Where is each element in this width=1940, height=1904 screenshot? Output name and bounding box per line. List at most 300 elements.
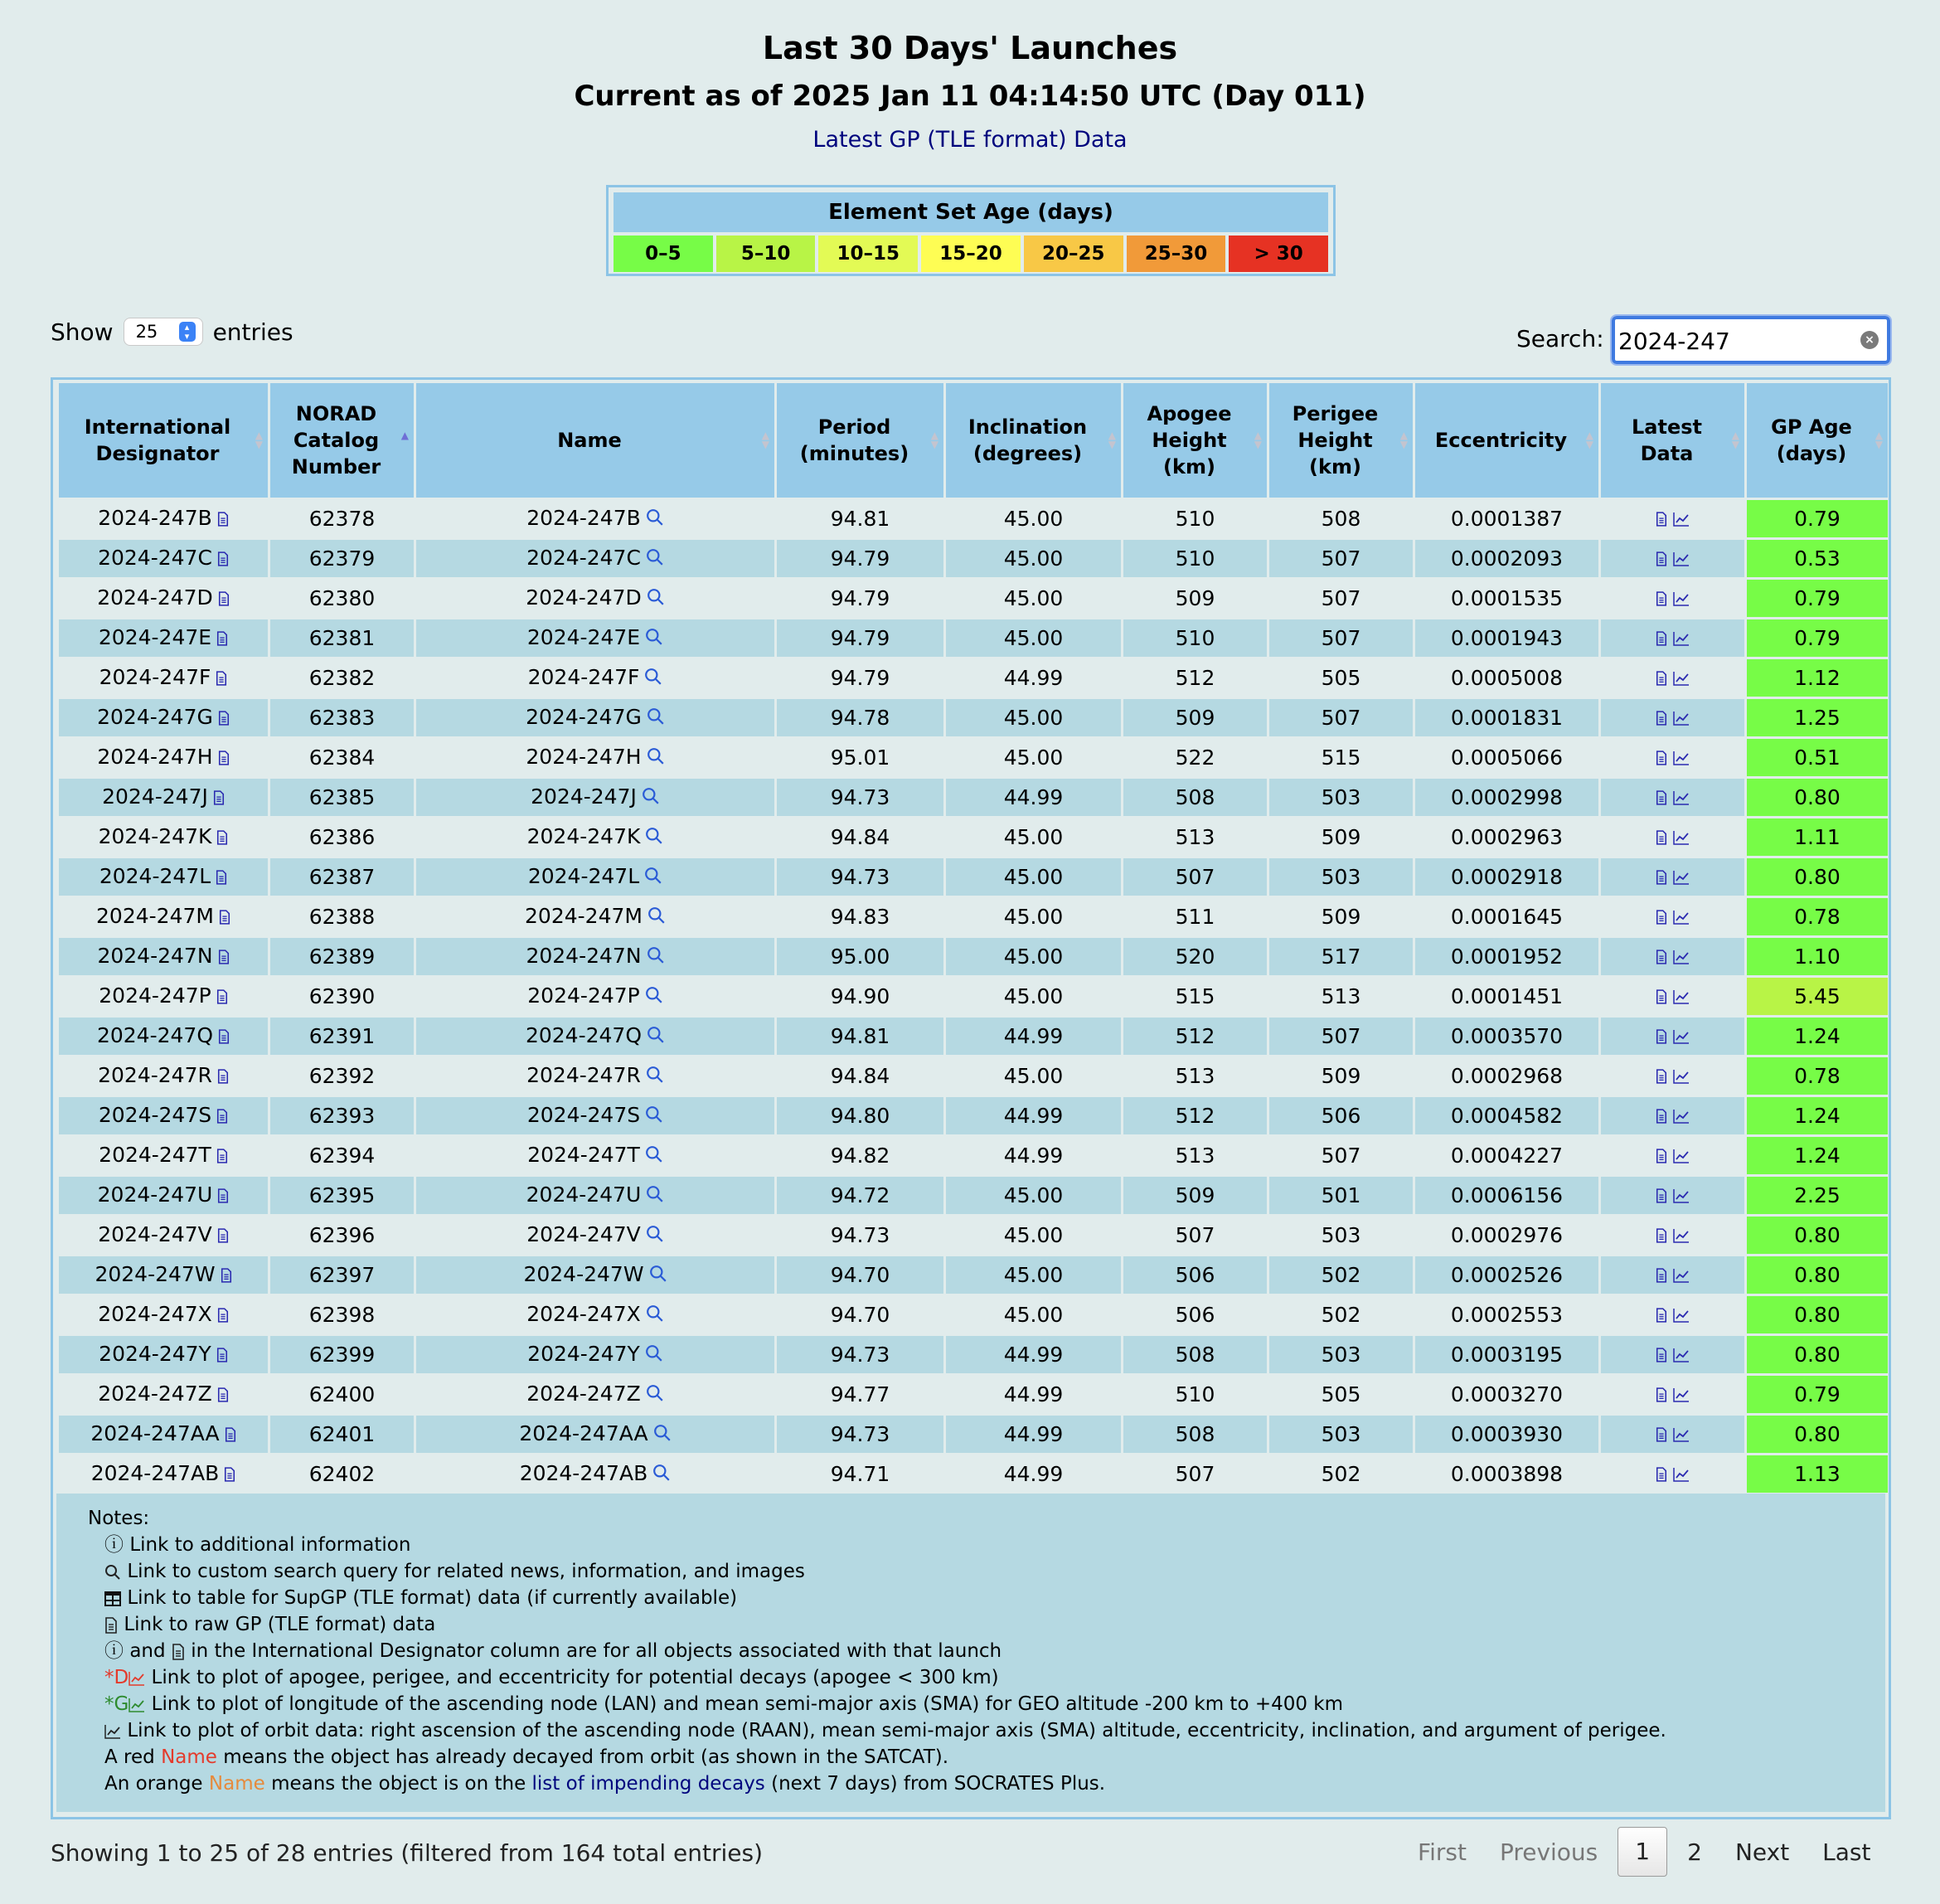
column-header-intl-designator[interactable] — [59, 383, 268, 500]
norad-cell — [270, 1455, 414, 1495]
period-cell — [777, 1256, 943, 1296]
gp-age-cell — [1747, 858, 1888, 898]
orbit-plot-icon[interactable] — [1672, 1184, 1690, 1208]
raw-data-doc-icon[interactable] — [218, 746, 230, 770]
name-cell — [416, 978, 774, 1018]
orbit-plot-icon[interactable] — [1672, 1383, 1690, 1407]
document-icon — [104, 1617, 118, 1634]
eccentricity-value: 0.0001831 — [1450, 706, 1564, 730]
intl-designator: 2024-247Q — [96, 1023, 214, 1048]
search-query-icon[interactable] — [642, 786, 660, 810]
gp-age-value: 0.51 — [1794, 746, 1841, 770]
previous-page-button[interactable]: Previous — [1499, 1838, 1598, 1866]
period-cell — [777, 1296, 943, 1336]
name-cell — [416, 540, 774, 580]
eccentricity-value: 0.0002553 — [1450, 1303, 1564, 1327]
search-query-icon[interactable] — [645, 1105, 663, 1129]
column-header-norad-number[interactable] — [270, 383, 414, 500]
period-value: 94.70 — [830, 1263, 890, 1287]
intl-designator: 2024-247E — [98, 625, 212, 650]
orbit-plot-icon[interactable] — [1672, 1264, 1690, 1288]
column-header-label: Perigee Height (km) — [1292, 402, 1379, 478]
norad-cell — [270, 1177, 414, 1217]
norad-number: 62397 — [308, 1263, 376, 1287]
orbit-plot-icon[interactable] — [1672, 906, 1690, 930]
search-query-icon[interactable] — [644, 667, 662, 691]
column-header-label: Inclination (degrees) — [968, 415, 1088, 465]
table-frame — [51, 377, 1891, 1819]
orbit-plot-icon[interactable] — [1672, 1463, 1690, 1487]
tle-doc-icon[interactable] — [1656, 1463, 1667, 1487]
intl-designator: 2024-247L — [99, 864, 211, 889]
note-info — [88, 1532, 1885, 1558]
name-cell — [416, 1018, 774, 1057]
tle-doc-icon[interactable] — [1656, 1144, 1667, 1168]
name-cell — [416, 739, 774, 779]
tle-doc-icon[interactable] — [1656, 1224, 1667, 1248]
tle-doc-icon[interactable] — [1656, 1065, 1667, 1089]
intl-designator-cell — [59, 1336, 268, 1376]
raw-data-doc-icon[interactable] — [224, 1463, 235, 1487]
raw-data-doc-icon[interactable] — [217, 1383, 229, 1407]
intl-designator-cell — [59, 938, 268, 978]
apogee-value: 513 — [1175, 1144, 1215, 1168]
norad-cell — [270, 659, 414, 699]
entries-value: 25 — [135, 322, 158, 342]
orbit-plot-icon[interactable] — [1672, 1025, 1690, 1049]
gp-age-value: 2.25 — [1794, 1183, 1841, 1207]
period-value: 95.00 — [830, 945, 890, 969]
raw-data-doc-icon[interactable] — [216, 627, 228, 651]
note-orbit-text: Link to plot of orbit data: right ascension of the ascending node (RAAN), mean semi-major axis (SMA) altitude, eccentricity, inclination, and argument of perigee. — [127, 1720, 1666, 1741]
sort-arrows-icon: ▲ ▼ — [930, 430, 938, 450]
note-orange-name — [88, 1770, 1885, 1797]
tle-doc-icon[interactable] — [1656, 1383, 1667, 1407]
perigee-cell — [1269, 1018, 1413, 1057]
apogee-cell — [1123, 978, 1267, 1018]
raw-data-doc-icon[interactable] — [217, 1184, 229, 1208]
eccentricity-cell — [1415, 1376, 1598, 1416]
orbit-plot-icon[interactable] — [1672, 746, 1690, 770]
table-row — [59, 1137, 1888, 1177]
apogee-value: 506 — [1175, 1263, 1215, 1287]
inclination-cell — [946, 1256, 1121, 1296]
column-header-label: Period (minutes) — [799, 415, 909, 465]
intl-designator-cell — [59, 1217, 268, 1256]
orbit-plot-icon[interactable] — [1672, 1144, 1690, 1168]
intl-designator: 2024-247T — [99, 1143, 211, 1168]
intl-designator: 2024-247Y — [99, 1342, 211, 1367]
gp-age-value: 0.80 — [1794, 1303, 1841, 1327]
tle-doc-icon[interactable] — [1656, 1264, 1667, 1288]
tle-doc-icon[interactable] — [1656, 1423, 1667, 1447]
search-query-icon[interactable] — [645, 1343, 663, 1367]
gp-age-value: 1.24 — [1794, 1144, 1841, 1168]
search-query-icon[interactable] — [645, 985, 663, 1009]
gp-age-value: 5.45 — [1794, 984, 1841, 1008]
latest-data-cell — [1601, 779, 1744, 818]
gp-age-value: 0.79 — [1794, 626, 1841, 650]
tle-doc-icon[interactable] — [1656, 786, 1667, 810]
column-header-label: Name — [557, 429, 622, 452]
period-cell — [777, 1097, 943, 1137]
column-header-gp-age[interactable] — [1747, 383, 1888, 500]
note-geo — [88, 1691, 1885, 1717]
raw-data-doc-icon[interactable] — [216, 1144, 228, 1168]
gp-age-cell — [1747, 1177, 1888, 1217]
object-name: 2024-247B — [526, 506, 641, 531]
intl-designator-cell — [59, 818, 268, 858]
orbit-plot-icon[interactable] — [1672, 707, 1690, 731]
search-query-icon[interactable] — [647, 945, 665, 969]
tle-doc-icon[interactable] — [1656, 1184, 1667, 1208]
norad-number: 62395 — [308, 1183, 376, 1207]
tle-doc-icon[interactable] — [1656, 906, 1667, 930]
orbit-plot-icon[interactable] — [1672, 1304, 1690, 1328]
latest-data-cell — [1601, 898, 1744, 938]
latest-data-cell — [1601, 858, 1744, 898]
norad-cell — [270, 580, 414, 619]
orange-name-sample: Name — [208, 1773, 265, 1795]
inclination-cell — [946, 1455, 1121, 1495]
tle-doc-icon[interactable] — [1656, 866, 1667, 890]
orbit-plot-icon[interactable] — [1672, 547, 1690, 571]
page-title: Last 30 Days' Launches — [762, 30, 1178, 66]
period-cell — [777, 978, 943, 1018]
perigee-value: 502 — [1321, 1303, 1361, 1327]
eccentricity-value: 0.0001952 — [1450, 945, 1564, 969]
tle-doc-icon[interactable] — [1656, 1025, 1667, 1049]
raw-data-doc-icon[interactable] — [216, 866, 227, 890]
inclination-cell — [946, 540, 1121, 580]
column-header-eccentricity[interactable] — [1415, 383, 1598, 500]
orbit-plot-icon[interactable] — [1672, 945, 1690, 969]
raw-data-doc-icon[interactable] — [217, 1224, 229, 1248]
latest-data-cell — [1601, 540, 1744, 580]
perigee-cell — [1269, 1376, 1413, 1416]
object-name: 2024-247D — [526, 585, 642, 610]
tle-doc-icon[interactable] — [1656, 826, 1667, 850]
latest-data-cell — [1601, 1336, 1744, 1376]
period-cell — [777, 1336, 943, 1376]
intl-designator: 2024-247AA — [90, 1421, 220, 1446]
raw-data-doc-icon[interactable] — [218, 587, 230, 611]
name-cell — [416, 1097, 774, 1137]
legend-range: 15–20 — [921, 236, 1021, 272]
perigee-value: 507 — [1321, 626, 1361, 650]
column-header-name[interactable] — [416, 383, 774, 500]
impending-decays-link[interactable]: list of impending decays — [531, 1773, 765, 1795]
period-cell — [777, 1416, 943, 1455]
orbit-plot-icon[interactable] — [1672, 1065, 1690, 1089]
eccentricity-cell — [1415, 739, 1598, 779]
perigee-value: 507 — [1321, 1024, 1361, 1048]
perigee-cell — [1269, 739, 1413, 779]
eccentricity-value: 0.0001451 — [1450, 984, 1564, 1008]
inclination-cell — [946, 1296, 1121, 1336]
norad-cell — [270, 1217, 414, 1256]
raw-data-doc-icon[interactable] — [213, 786, 225, 810]
object-name: 2024-247G — [526, 705, 642, 730]
legend-ranges — [614, 236, 1328, 272]
note-red-name — [88, 1744, 1885, 1770]
norad-cell — [270, 1256, 414, 1296]
search-query-icon[interactable] — [647, 707, 665, 731]
norad-number: 62399 — [308, 1343, 376, 1367]
gp-age-value: 1.11 — [1794, 825, 1841, 849]
tle-doc-icon[interactable] — [1656, 746, 1667, 770]
norad-cell — [270, 1057, 414, 1097]
perigee-cell — [1269, 858, 1413, 898]
first-page-button[interactable]: First — [1418, 1838, 1467, 1866]
inclination-cell — [946, 659, 1121, 699]
raw-data-doc-icon[interactable] — [216, 985, 228, 1009]
perigee-cell — [1269, 978, 1413, 1018]
sort-arrows-icon: ▲ ▼ — [255, 430, 263, 450]
search-query-icon[interactable] — [647, 906, 666, 930]
column-header-label: Latest Data — [1632, 415, 1702, 465]
raw-data-doc-icon[interactable] — [218, 707, 230, 731]
page-1-button[interactable]: 1 — [1617, 1827, 1667, 1877]
search-query-icon[interactable] — [645, 1144, 663, 1168]
tle-doc-icon[interactable] — [1656, 667, 1667, 691]
orbit-plot-icon[interactable] — [1672, 1224, 1690, 1248]
object-name: 2024-247F — [527, 665, 640, 690]
period-cell — [777, 619, 943, 659]
gp-age-cell — [1747, 1416, 1888, 1455]
table-row — [59, 699, 1888, 739]
tle-doc-icon[interactable] — [1656, 1343, 1667, 1367]
search-query-icon[interactable] — [646, 1383, 664, 1407]
orbit-plot-icon[interactable] — [1672, 866, 1690, 890]
raw-data-doc-icon[interactable] — [218, 945, 230, 969]
name-cell — [416, 659, 774, 699]
perigee-value: 505 — [1321, 666, 1361, 690]
raw-data-doc-icon[interactable] — [216, 826, 228, 850]
raw-data-doc-icon[interactable] — [216, 1343, 228, 1367]
apogee-cell — [1123, 659, 1267, 699]
sort-arrows-icon: ▲ ▼ — [1585, 430, 1593, 450]
tle-doc-icon[interactable] — [1656, 1105, 1667, 1129]
norad-cell — [270, 818, 414, 858]
period-cell — [777, 1137, 943, 1177]
eccentricity-cell — [1415, 1455, 1598, 1495]
column-header-perigee[interactable] — [1269, 383, 1413, 500]
period-value: 94.90 — [830, 984, 890, 1008]
last-page-button[interactable]: Last — [1822, 1838, 1871, 1866]
apogee-value: 515 — [1175, 984, 1215, 1008]
gp-age-value: 0.80 — [1794, 1422, 1841, 1446]
sort-arrows-icon: ▲ ▼ — [1399, 430, 1408, 450]
search-query-icon[interactable] — [646, 508, 664, 532]
column-header-latest-data[interactable] — [1601, 383, 1744, 500]
inclination-value: 45.00 — [1003, 706, 1064, 730]
column-header-inclination[interactable] — [946, 383, 1121, 500]
inclination-cell — [946, 619, 1121, 659]
raw-data-doc-icon[interactable] — [216, 1105, 228, 1129]
orbit-plot-icon[interactable] — [1672, 826, 1690, 850]
intl-designator: 2024-247X — [98, 1302, 212, 1327]
orbit-plot-icon[interactable] — [1672, 587, 1690, 611]
orbit-plot-icon[interactable] — [1672, 1105, 1690, 1129]
name-cell — [416, 1057, 774, 1097]
search-query-icon[interactable] — [645, 826, 663, 850]
search-input[interactable] — [1618, 324, 1842, 357]
name-cell — [416, 779, 774, 818]
perigee-cell — [1269, 898, 1413, 938]
search-query-icon[interactable] — [646, 1065, 664, 1089]
object-name: 2024-247P — [527, 984, 640, 1008]
intl-designator: 2024-247C — [98, 546, 212, 571]
raw-data-doc-icon[interactable] — [217, 508, 229, 532]
legend-range: 0–5 — [614, 236, 713, 272]
search-query-icon[interactable] — [647, 587, 665, 611]
eccentricity-value: 0.0003898 — [1450, 1462, 1564, 1486]
apogee-cell — [1123, 619, 1267, 659]
eccentricity-value: 0.0003570 — [1450, 1024, 1564, 1048]
perigee-cell — [1269, 1137, 1413, 1177]
column-header-period[interactable] — [777, 383, 943, 500]
perigee-cell — [1269, 1097, 1413, 1137]
period-cell — [777, 540, 943, 580]
gp-data-link[interactable]: Latest GP (TLE format) Data — [812, 127, 1128, 153]
search-query-icon[interactable] — [644, 866, 662, 890]
apogee-value: 509 — [1175, 706, 1215, 730]
search-query-icon[interactable] — [646, 1224, 664, 1248]
name-cell — [416, 938, 774, 978]
norad-number: 62382 — [308, 666, 376, 690]
tle-doc-icon[interactable] — [1656, 627, 1667, 651]
object-name: 2024-247L — [527, 864, 640, 889]
raw-data-doc-icon[interactable] — [217, 1304, 229, 1328]
search-label: Search: — [1516, 325, 1604, 352]
gp-age-cell — [1747, 500, 1888, 540]
intl-designator: 2024-247J — [102, 784, 208, 809]
search-query-icon[interactable] — [653, 1423, 672, 1447]
search-query-icon[interactable] — [652, 1463, 671, 1487]
norad-number: 62380 — [308, 586, 376, 610]
page-2-button[interactable]: 2 — [1687, 1838, 1702, 1866]
orbit-plot-icon[interactable] — [1672, 1423, 1690, 1447]
note-red-b: means the object has already decayed from orbit (as shown in the SATCAT). — [223, 1746, 949, 1768]
orbit-plot-icon[interactable] — [1672, 508, 1690, 532]
raw-data-doc-icon[interactable] — [219, 906, 230, 930]
orbit-plot-icon[interactable] — [1672, 667, 1690, 691]
orbit-plot-icon[interactable] — [1672, 1343, 1690, 1367]
raw-data-doc-icon[interactable] — [216, 667, 227, 691]
inclination-value: 45.00 — [1003, 945, 1064, 969]
period-value: 94.77 — [830, 1382, 890, 1406]
tle-doc-icon[interactable] — [1656, 547, 1667, 571]
eccentricity-value: 0.0001943 — [1450, 626, 1564, 650]
gp-age-value: 0.78 — [1794, 905, 1841, 929]
perigee-value: 508 — [1321, 507, 1361, 531]
orbit-plot-icon[interactable] — [1672, 985, 1690, 1009]
apogee-value: 508 — [1175, 1343, 1215, 1367]
table-body — [59, 500, 1888, 1495]
tle-doc-icon[interactable] — [1656, 707, 1667, 731]
object-name: 2024-247C — [526, 546, 641, 571]
tle-doc-icon[interactable] — [1656, 1304, 1667, 1328]
raw-data-doc-icon[interactable] — [217, 547, 229, 571]
search-query-icon[interactable] — [647, 1025, 665, 1049]
intl-designator-cell — [59, 500, 268, 540]
period-cell — [777, 1376, 943, 1416]
tle-doc-icon[interactable] — [1656, 587, 1667, 611]
orbit-plot-icon[interactable] — [1672, 627, 1690, 651]
gp-age-value: 0.80 — [1794, 1223, 1841, 1247]
tle-doc-icon[interactable] — [1656, 985, 1667, 1009]
note-intl-text: in the International Designator column are for all objects associated with that launch — [191, 1640, 1002, 1662]
note-intl — [88, 1638, 1885, 1664]
apogee-value: 509 — [1175, 1183, 1215, 1207]
apogee-cell — [1123, 1296, 1267, 1336]
norad-cell — [270, 739, 414, 779]
raw-data-doc-icon[interactable] — [218, 1025, 230, 1049]
apogee-cell — [1123, 1376, 1267, 1416]
raw-data-doc-icon[interactable] — [225, 1423, 236, 1447]
search-query-icon[interactable] — [646, 1304, 664, 1328]
norad-cell — [270, 898, 414, 938]
object-name: 2024-247K — [526, 824, 641, 849]
sort-arrows-icon: ▲ ▼ — [761, 430, 769, 450]
table-row — [59, 1057, 1888, 1097]
raw-data-doc-icon[interactable] — [217, 1065, 229, 1089]
intl-designator: 2024-247M — [96, 904, 214, 929]
perigee-cell — [1269, 619, 1413, 659]
eccentricity-value: 0.0002963 — [1450, 825, 1564, 849]
search-query-icon[interactable] — [647, 746, 665, 770]
intl-designator: 2024-247B — [98, 506, 212, 531]
legend-range: 10–15 — [818, 236, 918, 272]
period-value: 94.70 — [830, 1303, 890, 1327]
eccentricity-cell — [1415, 1217, 1598, 1256]
search-query-icon[interactable] — [646, 1184, 664, 1208]
entries-select[interactable] — [124, 318, 203, 346]
norad-number: 62379 — [308, 546, 376, 571]
legend-range: 5–10 — [716, 236, 816, 272]
search-query-icon[interactable] — [645, 627, 663, 651]
orbit-plot-icon[interactable] — [1672, 786, 1690, 810]
norad-number: 62383 — [308, 706, 376, 730]
apogee-cell — [1123, 1137, 1267, 1177]
norad-cell — [270, 500, 414, 540]
period-cell — [777, 898, 943, 938]
geo-plot-icon — [129, 1698, 145, 1712]
raw-data-doc-icon[interactable] — [221, 1264, 232, 1288]
eccentricity-cell — [1415, 699, 1598, 739]
period-cell — [777, 1018, 943, 1057]
column-header-apogee[interactable] — [1123, 383, 1267, 500]
geo-marker: *G — [104, 1693, 129, 1715]
inclination-cell — [946, 938, 1121, 978]
search-query-icon[interactable] — [649, 1264, 667, 1288]
period-value: 94.84 — [830, 1064, 890, 1088]
intl-designator-cell — [59, 1296, 268, 1336]
apogee-cell — [1123, 1097, 1267, 1137]
tle-doc-icon[interactable] — [1656, 508, 1667, 532]
gp-age-cell — [1747, 1097, 1888, 1137]
gp-age-value: 0.79 — [1794, 586, 1841, 610]
search-query-icon[interactable] — [646, 547, 664, 571]
inclination-value: 45.00 — [1003, 1064, 1064, 1088]
gp-age-value: 0.80 — [1794, 1263, 1841, 1287]
next-page-button[interactable]: Next — [1734, 1838, 1790, 1866]
column-header-label: International Designator — [84, 415, 231, 465]
tle-doc-icon[interactable] — [1656, 945, 1667, 969]
clear-search-icon[interactable]: × — [1860, 331, 1879, 349]
inclination-cell — [946, 818, 1121, 858]
